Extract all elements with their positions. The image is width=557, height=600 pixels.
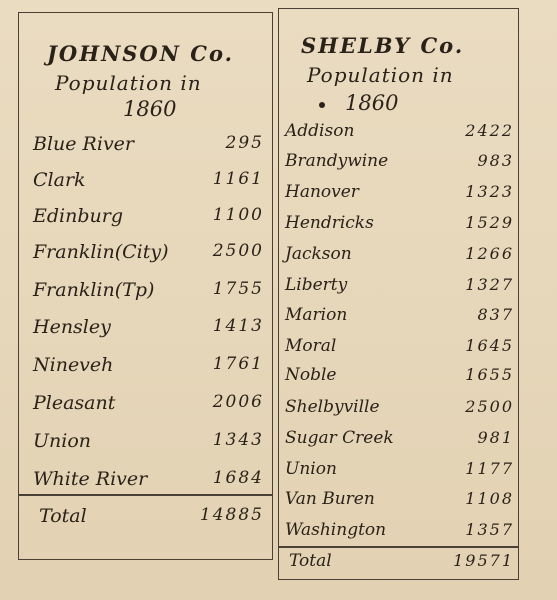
township-population: 1177: [465, 459, 514, 478]
township-population: 983: [477, 151, 514, 170]
township-population: 1327: [465, 275, 514, 294]
township-population: 2500: [465, 397, 514, 416]
township-name: Jackson: [285, 244, 352, 264]
township-population: 1266: [465, 244, 514, 263]
township-population: 295: [225, 133, 264, 153]
township-name: Liberty: [285, 275, 348, 295]
total-label: Total: [39, 505, 87, 527]
total-value: 19571: [453, 551, 514, 570]
township-population: 1684: [212, 468, 264, 488]
township-name: Hanover: [285, 182, 359, 202]
township-name: Washington: [285, 520, 387, 540]
table-row: [279, 365, 518, 395]
township-population: 1655: [465, 365, 514, 384]
township-name: Edinburg: [33, 205, 123, 227]
township-name: Noble: [285, 365, 337, 385]
township-name: Brandywine: [285, 151, 389, 171]
table-row: [19, 279, 272, 309]
table-row: [279, 489, 518, 519]
table-row: [19, 316, 272, 346]
township-population: 837: [477, 305, 514, 324]
table-row: [19, 205, 272, 235]
township-name: Marion: [285, 305, 348, 325]
table-row: [279, 244, 518, 274]
township-population: 1529: [465, 213, 514, 232]
township-name: Blue River: [33, 133, 135, 155]
table-row: [279, 275, 518, 305]
township-name: Van Buren: [285, 489, 375, 509]
township-population: 1357: [465, 520, 514, 539]
shelby-year: 1860: [345, 91, 399, 115]
table-row: [279, 213, 518, 243]
township-population: 1755: [212, 279, 264, 299]
township-name: Hendricks: [285, 213, 374, 233]
shelby-county-panel: [278, 8, 519, 580]
township-name: White River: [33, 468, 148, 490]
township-population: 1323: [465, 182, 514, 201]
table-row: [279, 428, 518, 458]
township-name: Union: [285, 459, 337, 479]
township-population: 1100: [212, 205, 264, 225]
township-name: Union: [33, 430, 92, 452]
township-name: Sugar Creek: [285, 428, 394, 448]
township-name: Franklin(City): [33, 241, 169, 263]
township-name: Shelbyville: [285, 397, 380, 417]
bullet-mark: [319, 102, 325, 108]
total-divider: [19, 494, 272, 496]
table-row: [279, 121, 518, 151]
township-name: Franklin(Tp): [33, 279, 155, 301]
township-population: 2422: [465, 121, 514, 140]
table-row: [19, 133, 272, 163]
township-population: 1761: [212, 354, 264, 374]
table-row: [19, 169, 272, 199]
table-row: [19, 241, 272, 271]
table-row: [279, 305, 518, 335]
johnson-county-panel: [18, 12, 273, 560]
johnson-population-label: Population in: [55, 71, 202, 95]
johnson-county-title: JOHNSON Co.: [47, 41, 234, 66]
shelby-county-title: SHELBY Co.: [301, 33, 465, 58]
township-name: Nineveh: [33, 354, 114, 376]
total-divider: [279, 546, 518, 548]
township-population: 2500: [212, 241, 264, 261]
township-population: 981: [477, 428, 514, 447]
table-row: [279, 151, 518, 181]
table-row: [279, 182, 518, 212]
total-label: Total: [289, 551, 332, 571]
township-name: Clark: [33, 169, 86, 191]
table-row: [279, 459, 518, 489]
shelby-population-label: Population in: [307, 63, 454, 87]
township-name: Pleasant: [33, 392, 116, 414]
township-population: 1108: [465, 489, 514, 508]
table-row: [279, 397, 518, 427]
total-value: 14885: [199, 505, 264, 525]
township-population: 1645: [465, 336, 514, 355]
township-name: Addison: [285, 121, 355, 141]
township-population: 1413: [212, 316, 264, 336]
johnson-year: 1860: [123, 97, 177, 121]
township-population: 1161: [212, 169, 264, 189]
table-row: [279, 336, 518, 366]
township-name: Moral: [285, 336, 337, 356]
township-population: 2006: [212, 392, 264, 412]
township-population: 1343: [212, 430, 264, 450]
total-row: [19, 505, 272, 535]
table-row: [19, 392, 272, 422]
table-row: [19, 430, 272, 460]
table-row: [19, 354, 272, 384]
township-name: Hensley: [33, 316, 111, 338]
total-row: [279, 551, 518, 581]
